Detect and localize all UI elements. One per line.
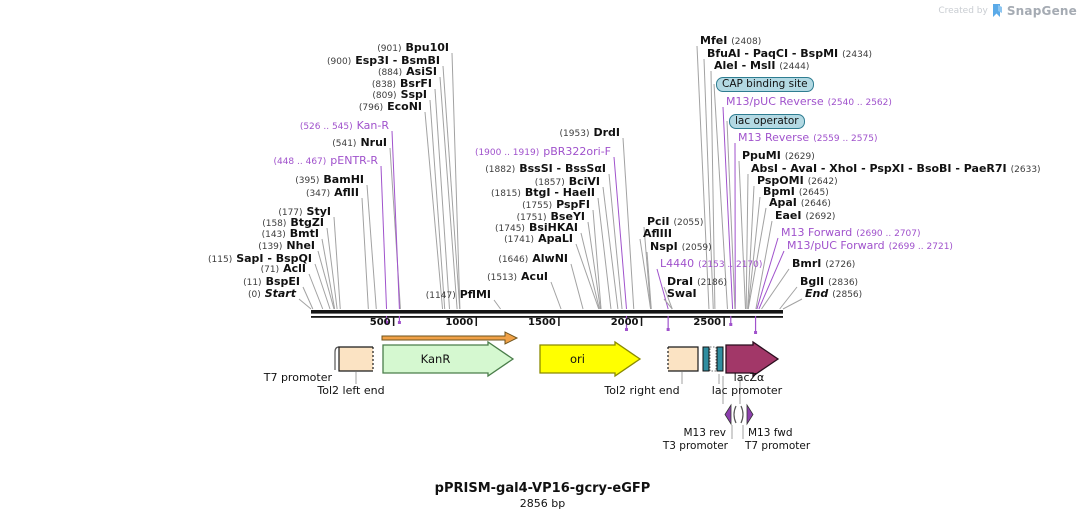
site-label-sapi-bspqi[interactable] bbox=[208, 253, 312, 266]
site-name: L4440 bbox=[660, 257, 695, 270]
site-label-acui[interactable] bbox=[487, 271, 548, 284]
site-name: Esp3I - BsmBI bbox=[355, 54, 440, 67]
site-position: (1882) bbox=[485, 165, 516, 175]
site-position: (1513) bbox=[487, 273, 518, 283]
site-position: (809) bbox=[372, 91, 397, 101]
site-name: AflIII bbox=[643, 227, 672, 240]
ruler-label-1000: 1000 bbox=[445, 317, 474, 328]
site-position: (1147) bbox=[425, 291, 456, 301]
site-label-bamhi[interactable] bbox=[295, 174, 364, 187]
site-name: Start bbox=[264, 287, 296, 300]
ruler-label-2000: 2000 bbox=[610, 317, 639, 328]
site-name: End bbox=[805, 287, 829, 300]
primer-label-m13-reverse[interactable] bbox=[738, 132, 877, 145]
mini-label-m13-rev: M13 rev bbox=[683, 427, 726, 439]
site-position: (71) bbox=[260, 265, 280, 275]
site-label-aflii[interactable] bbox=[306, 187, 359, 200]
site-name: MfeI bbox=[700, 34, 728, 47]
plasmid-size: 2856 bp bbox=[519, 497, 566, 510]
site-name: AclI bbox=[283, 262, 306, 275]
mini-label-t7-promoter: T7 promoter bbox=[745, 440, 811, 452]
site-position: (2059) bbox=[681, 243, 712, 253]
feature-label-tol2-right-end: Tol2 right end bbox=[604, 384, 680, 397]
site-label-bsrfi[interactable] bbox=[372, 78, 432, 91]
site-name: M13 Forward bbox=[781, 226, 853, 239]
site-label-pflmi[interactable] bbox=[426, 289, 491, 302]
site-name: NspI bbox=[650, 240, 678, 253]
site-position: (1745) bbox=[495, 224, 525, 234]
site-position: (2540 .. 2562) bbox=[827, 98, 892, 108]
primer-label-m13-puc-forward[interactable] bbox=[787, 240, 953, 253]
site-position: (838) bbox=[371, 80, 397, 90]
site-label-pspfi[interactable] bbox=[522, 199, 590, 212]
feature-label-lacz: lacZα bbox=[733, 371, 765, 384]
site-position: (1646) bbox=[498, 255, 529, 265]
site-name: BssSI - BssSαI bbox=[519, 162, 606, 175]
mini-label-m13-fwd: M13 fwd bbox=[748, 427, 793, 439]
site-label-drdi[interactable] bbox=[560, 127, 620, 140]
site-position: (2645) bbox=[798, 188, 829, 198]
site-name: M13/pUC Reverse bbox=[726, 95, 824, 108]
site-name: BglI bbox=[800, 275, 825, 288]
site-name: pBR322ori-F bbox=[543, 145, 611, 158]
site-label-styi[interactable] bbox=[278, 206, 331, 219]
site-position: (115) bbox=[208, 255, 233, 265]
site-name: BciVI bbox=[568, 175, 600, 188]
site-position: (347) bbox=[305, 189, 331, 199]
site-position: (158) bbox=[262, 219, 287, 229]
site-position: (1953) bbox=[559, 129, 590, 139]
site-name: BseYI bbox=[550, 210, 585, 223]
site-label-end[interactable] bbox=[805, 288, 862, 301]
site-label-start[interactable] bbox=[248, 288, 296, 301]
feature-tag-cap-binding-site[interactable]: CAP binding site bbox=[716, 77, 814, 92]
site-position: (2726) bbox=[825, 260, 856, 270]
site-position: (448 .. 467) bbox=[273, 157, 327, 167]
primer-label-pbr322ori-f[interactable] bbox=[475, 146, 611, 159]
site-position: (884) bbox=[377, 68, 403, 78]
site-position: (11) bbox=[243, 278, 262, 288]
primer-label-pentr-r[interactable] bbox=[273, 155, 378, 168]
site-name: ApaLI bbox=[538, 232, 573, 245]
site-label-bsssi-bsss-i[interactable] bbox=[485, 163, 606, 176]
ruler-label-1500: 1500 bbox=[528, 317, 556, 328]
site-name: Bpu10I bbox=[405, 41, 449, 54]
site-name: DrdI bbox=[593, 126, 620, 139]
t7-promoter-label: T7 promoter bbox=[263, 371, 332, 384]
site-label-econi[interactable] bbox=[359, 101, 422, 114]
site-name: BamHI bbox=[323, 173, 364, 186]
site-position: (1815) bbox=[490, 189, 521, 199]
site-label-bcivi[interactable] bbox=[535, 176, 600, 189]
site-position: (900) bbox=[327, 57, 352, 67]
site-name: BmtI bbox=[289, 227, 319, 240]
site-name: NheI bbox=[286, 239, 315, 252]
plasmid-title: pPRISM-gal4-VP16-gcry-eGFP bbox=[434, 481, 651, 496]
site-label-swai[interactable] bbox=[667, 288, 701, 301]
watermark bbox=[938, 4, 1077, 18]
site-name: BsrFI bbox=[400, 77, 432, 90]
site-label-nhei[interactable] bbox=[258, 240, 315, 253]
site-position: (2629) bbox=[784, 152, 815, 162]
site-name: PpuMI bbox=[742, 149, 781, 162]
site-position: (2633) bbox=[1010, 165, 1041, 175]
site-name: SspI bbox=[400, 88, 427, 101]
site-position: (2642) bbox=[807, 177, 838, 187]
site-label-bmri[interactable] bbox=[792, 258, 855, 271]
site-position: (1857) bbox=[534, 178, 565, 188]
site-label-eaei[interactable] bbox=[775, 210, 835, 223]
site-name: AsiSI bbox=[406, 65, 437, 78]
site-label-alwni[interactable] bbox=[498, 253, 568, 266]
site-name: BfuAI - PaqCI - BspMI bbox=[707, 47, 839, 60]
site-position: (2408) bbox=[731, 37, 762, 47]
site-name: ApaI bbox=[769, 196, 797, 209]
site-position: (2055) bbox=[673, 218, 704, 228]
site-position: (2186) bbox=[697, 278, 728, 288]
site-position: (2856) bbox=[832, 290, 863, 300]
site-name: BspEI bbox=[265, 275, 300, 288]
site-position: (1751) bbox=[516, 213, 547, 223]
site-name: AflII bbox=[334, 186, 359, 199]
feature-label-lac-promoter: lac promoter bbox=[711, 384, 783, 397]
feature-label-kanr: KanR bbox=[420, 352, 451, 366]
site-name: StyI bbox=[306, 205, 331, 218]
site-name: BtgI - HaeII bbox=[524, 186, 595, 199]
site-position: (1741) bbox=[504, 235, 535, 245]
ruler-label-500: 500 bbox=[369, 317, 391, 328]
snapgene-logo-icon bbox=[992, 4, 1003, 18]
title-block bbox=[0, 481, 1085, 510]
primer-label-m13-puc-reverse[interactable] bbox=[726, 96, 892, 109]
site-label-nspi[interactable] bbox=[650, 241, 712, 254]
ruler-label-2500: 2500 bbox=[693, 317, 722, 328]
feature-label-tol2-left-end: Tol2 left end bbox=[317, 384, 385, 397]
site-name: AleI - MslI bbox=[714, 59, 776, 72]
site-name: M13 Reverse bbox=[738, 131, 810, 144]
site-name: BpmI bbox=[763, 185, 795, 198]
site-label-nrui[interactable] bbox=[332, 137, 387, 150]
site-position: (901) bbox=[377, 44, 402, 54]
site-name: AlwNI bbox=[532, 252, 568, 265]
site-name: BmrI bbox=[792, 257, 822, 270]
site-position: (1755) bbox=[522, 201, 553, 211]
site-name: EaeI bbox=[775, 209, 802, 222]
site-name: Kan-R bbox=[356, 119, 389, 132]
snapgene-brand-text: SnapGene bbox=[1006, 4, 1077, 18]
site-position: (0) bbox=[247, 290, 261, 300]
site-position: (143) bbox=[261, 230, 286, 240]
site-position: (2699 .. 2721) bbox=[888, 242, 953, 252]
site-name: M13/pUC Forward bbox=[787, 239, 885, 252]
mini-label-t3-promoter: T3 promoter bbox=[662, 440, 728, 452]
site-position: (139) bbox=[258, 242, 283, 252]
site-label-bpu10i[interactable] bbox=[377, 42, 449, 55]
site-name: PspFI bbox=[556, 198, 590, 211]
site-name: AcuI bbox=[521, 270, 548, 283]
site-label-esp3i-bsmbi[interactable] bbox=[327, 55, 440, 68]
feature-tag-lac-operator[interactable]: lac operator bbox=[729, 114, 805, 129]
site-name: PspOMI bbox=[757, 174, 804, 187]
site-name: PflMI bbox=[459, 288, 491, 301]
site-position: (796) bbox=[358, 103, 384, 113]
site-position: (2836) bbox=[828, 278, 859, 288]
site-name: NruI bbox=[360, 136, 387, 149]
site-name: AbsI - AvaI - XhoI - PspXI - BsoBI - PaeR7I bbox=[751, 162, 1007, 175]
primer-label-l4440[interactable] bbox=[660, 258, 762, 271]
site-name: SwaI bbox=[667, 287, 697, 300]
site-name: BsiHKAI bbox=[528, 221, 578, 234]
site-position: (2434) bbox=[842, 50, 873, 60]
site-name: SapI - BspQI bbox=[236, 252, 312, 265]
primer-label-kan-r[interactable] bbox=[300, 120, 389, 133]
site-position: (177) bbox=[278, 208, 303, 218]
site-position: (2153 .. 2170) bbox=[698, 260, 763, 270]
site-position: (2692) bbox=[805, 212, 836, 222]
site-name: EcoNI bbox=[387, 100, 422, 113]
site-position: (526 .. 545) bbox=[299, 122, 353, 132]
site-position: (1900 .. 1919) bbox=[474, 148, 540, 158]
site-position: (2690 .. 2707) bbox=[856, 229, 921, 239]
site-label-bspei[interactable] bbox=[243, 276, 300, 289]
created-by-text: Created by bbox=[938, 6, 988, 16]
feature-label-ori: ori bbox=[570, 352, 585, 366]
site-name: DraI bbox=[667, 275, 694, 288]
site-label-bseyi[interactable] bbox=[517, 211, 585, 224]
site-name: pENTR-R bbox=[330, 154, 378, 167]
site-label-alei-msli[interactable] bbox=[714, 60, 809, 73]
site-position: (2559 .. 2575) bbox=[813, 134, 878, 144]
site-name: PciI bbox=[647, 215, 670, 228]
site-position: (395) bbox=[295, 176, 320, 186]
site-position: (541) bbox=[332, 139, 357, 149]
site-position: (2646) bbox=[800, 199, 831, 209]
site-name: BtgZI bbox=[290, 216, 324, 229]
site-position: (2444) bbox=[779, 62, 810, 72]
